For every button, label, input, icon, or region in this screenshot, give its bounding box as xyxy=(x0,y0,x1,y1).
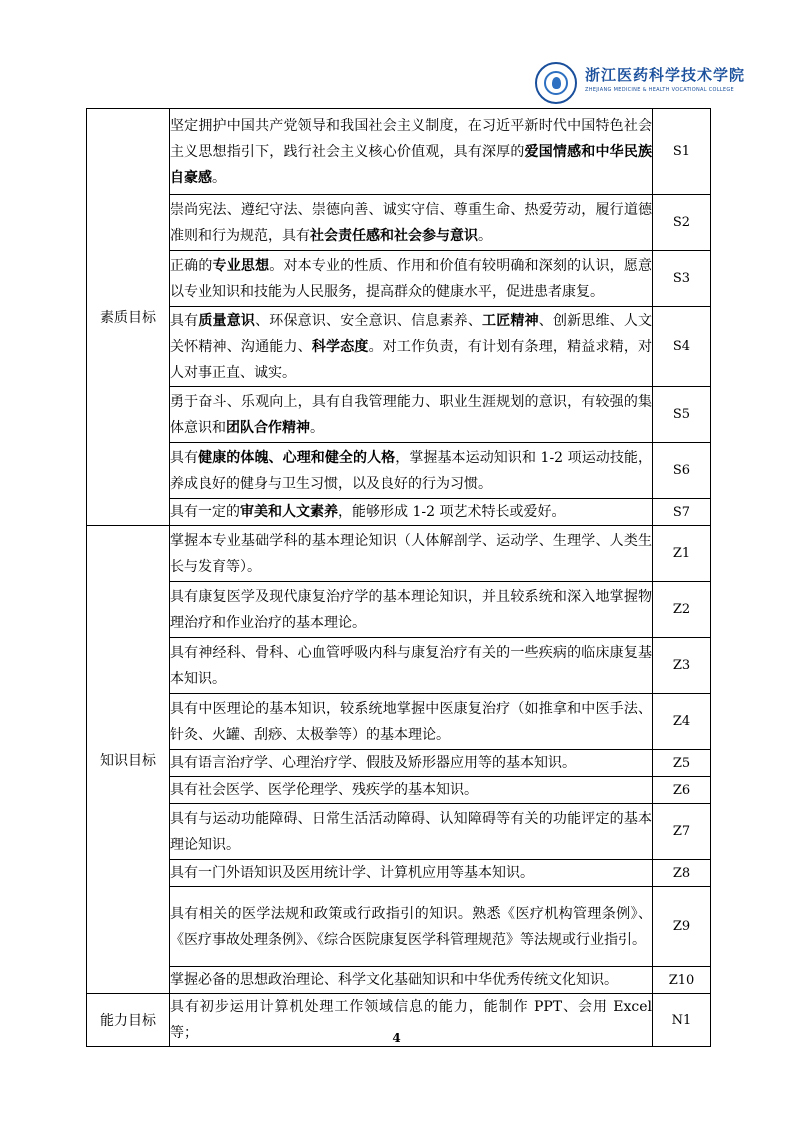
table-row xyxy=(87,195,711,251)
table-row xyxy=(87,387,711,443)
goal-code-cell: Z6 xyxy=(653,777,711,804)
goal-code-cell: Z10 xyxy=(653,967,711,994)
description-text: 崇尚宪法、遵纪守法、崇德向善、诚实守信、尊重生命、热爱劳动，履行道德准则和行为规范，具有 xyxy=(170,201,652,244)
goal-code-cell: S5 xyxy=(653,387,711,443)
description-text: 具有中医理论的基本知识，较系统地掌握中医康复治疗（如推拿和中医手法、针灸、火罐、刮痧、太极拳等）的基本理论。 xyxy=(170,700,652,743)
description-text: 。对本专业的性质、作用和价值有较明确和深刻的认识，愿意以专业知识和技能为人民服务，提高群众的健康水平，促进患者康复。 xyxy=(170,257,653,300)
emphasis-text: 团队合作精神 xyxy=(226,419,310,436)
description-text: 掌握本专业基础学科的基本理论知识（人体解剖学、运动学、生理学、人类生长与发育等）。 xyxy=(170,532,652,575)
table-row xyxy=(87,582,711,638)
description-text: 。 xyxy=(310,419,324,436)
goal-code-cell: Z8 xyxy=(653,860,711,887)
goal-description-cell xyxy=(170,443,653,499)
description-text: 具有一定的 xyxy=(170,504,240,520)
table-row xyxy=(87,109,711,195)
table-row xyxy=(87,251,711,307)
description-text: 具有神经科、骨科、心血管呼吸内科与康复治疗有关的一些疾病的临床康复基本知识。 xyxy=(170,644,652,687)
emphasis-text: 科学态度 xyxy=(311,338,369,355)
description-text: 具有语言治疗学、心理治疗学、假肢及矫形器应用等的基本知识。 xyxy=(170,755,576,771)
goal-description-cell xyxy=(170,109,653,195)
school-name-en: ZHEJIANG MEDICINE & HEALTH VOCATIONAL COLLEGE xyxy=(585,87,734,93)
goal-code-cell: S6 xyxy=(653,443,711,499)
goal-code-cell: N1 xyxy=(653,994,711,1047)
training-goals-table xyxy=(86,108,711,1047)
goal-code-cell: S3 xyxy=(653,251,711,307)
description-text: 坚定拥护中国共产党领导和我国社会主义制度，在习近平新时代中国特色社会主义思想指引下，践行社会主义核心价值观，具有深厚的 xyxy=(170,117,652,160)
description-text: 具有相关的医学法规和政策或行政指引的知识。熟悉《医疗机构管理条例》、《医疗事故处理条例》、《综合医院康复医学科管理规范》等法规或行业指引。 xyxy=(170,905,652,948)
table-row xyxy=(87,638,711,694)
goal-description-cell xyxy=(170,860,653,887)
goal-code-cell: Z3 xyxy=(653,638,711,694)
goal-description-cell xyxy=(170,582,653,638)
goal-code-cell: Z5 xyxy=(653,750,711,777)
table-row xyxy=(87,307,711,387)
category-cell: 能力目标 xyxy=(87,994,170,1047)
goal-description-cell xyxy=(170,499,653,526)
goal-description-cell xyxy=(170,307,653,387)
table-row xyxy=(87,526,711,582)
goal-description-cell xyxy=(170,804,653,860)
description-text: 。 xyxy=(212,169,226,186)
page-number: 4 xyxy=(392,1031,401,1045)
emphasis-text: 工匠精神 xyxy=(482,312,539,329)
description-text: 具有康复医学及现代康复治疗学的基本理论知识，并且较系统和深入地掌握物理治疗和作业治疗的基本理论。 xyxy=(170,588,652,631)
emphasis-text: 爱国情感和中华民族自豪感 xyxy=(170,143,653,186)
description-text: 具有与运动功能障碍、日常生活活动障碍、认知障碍等有关的功能评定的基本理论知识。 xyxy=(170,810,652,853)
goal-description-cell xyxy=(170,251,653,307)
table-row xyxy=(87,777,711,804)
description-text: 勇于奋斗、乐观向上，具有自我管理能力、职业生涯规划的意识，有较强的集体意识和 xyxy=(170,393,652,436)
goal-description-cell xyxy=(170,750,653,777)
table-row xyxy=(87,499,711,526)
goal-description-cell xyxy=(170,638,653,694)
table-row xyxy=(87,443,711,499)
table-row xyxy=(87,694,711,750)
description-text: 、创新思维、人文关怀精神、沟通能力、 xyxy=(170,312,653,355)
goal-code-cell: Z4 xyxy=(653,694,711,750)
goal-description-cell xyxy=(170,887,653,967)
description-text: 掌握必备的思想政治理论、科学文化基础知识和中华优秀传统文化知识。 xyxy=(170,972,618,988)
table-row xyxy=(87,887,711,967)
emphasis-text: 审美和人文素养 xyxy=(240,504,338,520)
description-text: 。 xyxy=(478,227,492,244)
goal-description-cell xyxy=(170,967,653,994)
goal-description-cell xyxy=(170,195,653,251)
goal-code-cell: Z1 xyxy=(653,526,711,582)
goal-description-cell xyxy=(170,777,653,804)
description-text: ，掌握基本运动知识和 1-2 项运动技能，养成良好的健身与卫生习惯，以及良好的行为习惯。 xyxy=(170,449,653,492)
goal-description-cell xyxy=(170,694,653,750)
description-text: 具有 xyxy=(170,449,199,466)
school-logo xyxy=(535,62,765,106)
table-row xyxy=(87,804,711,860)
emphasis-text: 专业思想 xyxy=(212,257,270,274)
goal-code-cell: S1 xyxy=(653,109,711,195)
emphasis-text: 社会责任感和社会参与意识 xyxy=(310,227,478,244)
table-row xyxy=(87,860,711,887)
school-emblem-icon xyxy=(535,62,577,104)
goal-code-cell: S2 xyxy=(653,195,711,251)
goal-code-cell: Z2 xyxy=(653,582,711,638)
description-text: ，能够形成 1-2 项艺术特长或爱好。 xyxy=(338,504,566,520)
goal-code-cell: S7 xyxy=(653,499,711,526)
description-text: 具有一门外语知识及医用统计学、计算机应用等基本知识。 xyxy=(170,865,534,881)
description-text: 、环保意识、安全意识、信息素养、 xyxy=(255,312,483,329)
emphasis-text: 健康的体魄、心理和健全的人格 xyxy=(198,449,396,466)
description-text: 具有社会医学、医学伦理学、残疾学的基本知识。 xyxy=(170,782,478,798)
description-text: 。对工作负责，有计划有条理，精益求精，对人对事正直、诚实。 xyxy=(170,338,653,381)
description-text: 具有 xyxy=(170,312,199,329)
description-text: 正确的 xyxy=(170,257,213,274)
category-cell: 知识目标 xyxy=(87,526,170,994)
category-cell: 素质目标 xyxy=(87,109,170,526)
goal-description-cell xyxy=(170,387,653,443)
school-name-cn: 浙江医药科学技术学院 xyxy=(585,66,746,84)
table-row xyxy=(87,750,711,777)
goal-description-cell xyxy=(170,526,653,582)
description-text: 具有初步运用计算机处理工作领域信息的能力，能制作 PPT、会用 Excel 等； xyxy=(170,999,652,1041)
goal-code-cell: Z9 xyxy=(653,887,711,967)
table-row xyxy=(87,967,711,994)
goal-code-cell: Z7 xyxy=(653,804,711,860)
goal-code-cell: S4 xyxy=(653,307,711,387)
emphasis-text: 质量意识 xyxy=(198,312,256,329)
